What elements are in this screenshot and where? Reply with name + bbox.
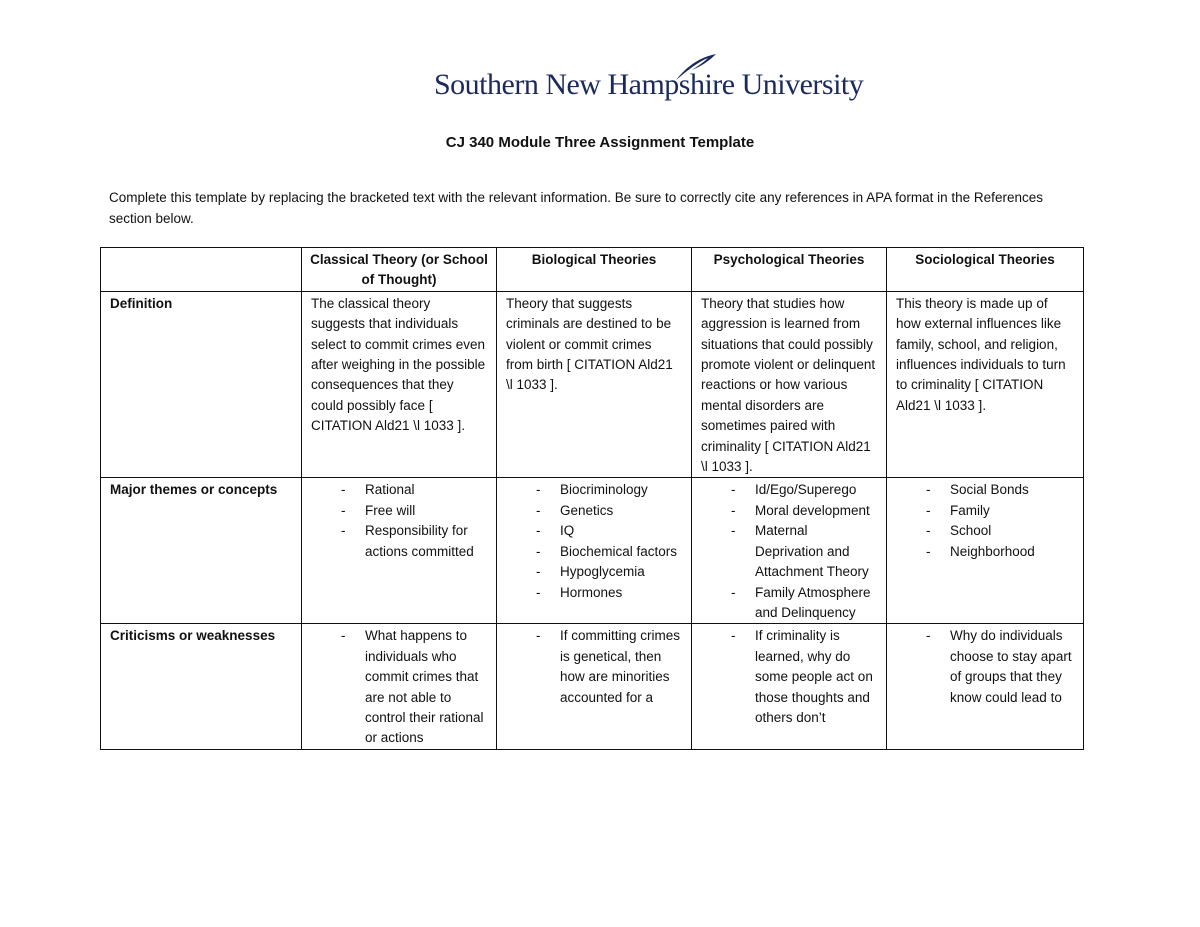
row-label-criticisms: Criticisms or weaknesses [101,624,302,749]
list-item-text: Family [950,502,990,518]
list-item [896,501,1074,521]
list-item-text: Rational [365,482,415,498]
dash-bullet: - [536,564,541,580]
list-item-text: Moral development [755,502,870,518]
list-item [506,583,682,603]
dash-bullet: - [731,482,736,498]
list-item [506,626,682,708]
dash-bullet: - [926,523,931,539]
definition-psychological: Theory that studies how aggression is learned from situations that could possibly promote violent or delinquent reactions or how various mental disorders are sometimes paired with criminality [ CITATION Ald21 \l 1033 ]. [692,291,887,478]
list-item-text: Free will [365,502,416,518]
dash-bullet: - [731,502,736,518]
themes-row [101,478,1084,624]
dash-bullet: - [536,543,541,559]
list-item [701,521,877,582]
list-item [701,626,877,728]
university-logo [434,52,864,104]
list-item-text: School [950,523,992,539]
list-item-text: Why do individuals choose to stay apart of groups that they know could lead to [950,628,1072,705]
list-item [311,626,487,748]
list-item [506,562,682,582]
list-item [311,521,487,562]
dash-bullet: - [341,482,346,498]
list-item [506,542,682,562]
list-item [701,501,877,521]
header-row [101,248,1084,292]
list-item-text: Hypoglycemia [560,564,645,580]
list-item [701,583,877,624]
list-item [311,501,487,521]
list-item-text: Maternal Deprivation and Attachment Theory [755,523,869,580]
list-item [506,480,682,500]
header-psychological: Psychological Theories [692,248,887,292]
list-item [896,521,1074,541]
themes-biological [497,478,692,624]
row-label-definition: Definition [101,291,302,478]
dash-bullet: - [536,523,541,539]
list-item-text: Hormones [560,584,623,600]
list-item [896,626,1074,708]
dash-bullet: - [731,523,736,539]
dash-bullet: - [926,543,931,559]
dash-bullet: - [341,628,346,644]
criticisms-sociological [887,624,1084,749]
dash-bullet: - [536,502,541,518]
definition-sociological: This theory is made up of how external influences like family, school, and religion, influences individuals to turn to criminality [ CITATION Ald21 \l 1033 ]. [887,291,1084,478]
list-item [506,521,682,541]
dash-bullet: - [731,584,736,600]
dash-bullet: - [536,584,541,600]
list-item-text: What happens to individuals who commit crimes that are not able to control their rational or actions [365,628,484,746]
list-item-text: Family Atmosphere and Delinquency [755,584,871,620]
criticisms-classical [302,624,497,749]
list-item [896,542,1074,562]
instructions: Complete this template by replacing the bracketed text with the relevant information. Be sure to correctly cite any references in APA format in the References section below. [109,190,1043,226]
themes-psychological [692,478,887,624]
criticisms-psychological [692,624,887,749]
themes-sociological [887,478,1084,624]
definition-classical: The classical theory suggests that individuals select to commit crimes even after weighing in the possible consequences that they could possibly face [ CITATION Ald21 \l 1033 ]. [302,291,497,478]
dash-bullet: - [926,482,931,498]
page-title: CJ 340 Module Three Assignment Template [445,134,755,151]
list-item [311,480,487,500]
dash-bullet: - [731,628,736,644]
dash-bullet: - [926,628,931,644]
dash-bullet: - [341,502,346,518]
row-label-themes: Major themes or concepts [101,478,302,624]
definition-row [101,291,1084,478]
dash-bullet: - [926,502,931,518]
list-item-text: Social Bonds [950,482,1029,498]
header-classical: Classical Theory (or School of Thought) [302,248,497,292]
list-item-text: Neighborhood [950,543,1035,559]
dash-bullet: - [341,523,346,539]
feather-icon [674,52,718,82]
list-item-text: Biocriminology [560,482,648,498]
list-item-text: If criminality is learned, why do some people act on those thoughts and others don’t [755,628,873,725]
list-item [701,480,877,500]
dash-bullet: - [536,628,541,644]
criticisms-biological [497,624,692,749]
list-item-text: Id/Ego/Superego [755,482,857,498]
header-biological: Biological Theories [497,248,692,292]
header-sociological: Sociological Theories [887,248,1084,292]
list-item [896,480,1074,500]
themes-classical [302,478,497,624]
list-item-text: IQ [560,523,575,539]
list-item-text: If committing crimes is genetical, then how are minorities accounted for a [560,628,681,705]
header-empty [101,248,302,292]
list-item [506,501,682,521]
logo-text: Southern New Hampshire University [434,68,864,101]
dash-bullet: - [536,482,541,498]
theories-table [100,247,1084,750]
definition-biological: Theory that suggests criminals are destined to be violent or commit crimes from birth [ CITATION Ald21 \l 1033 ]. [497,291,692,478]
list-item-text: Responsibility for actions committed [365,523,474,559]
list-item-text: Genetics [560,502,614,518]
criticisms-row [101,624,1084,749]
list-item-text: Biochemical factors [560,543,678,559]
